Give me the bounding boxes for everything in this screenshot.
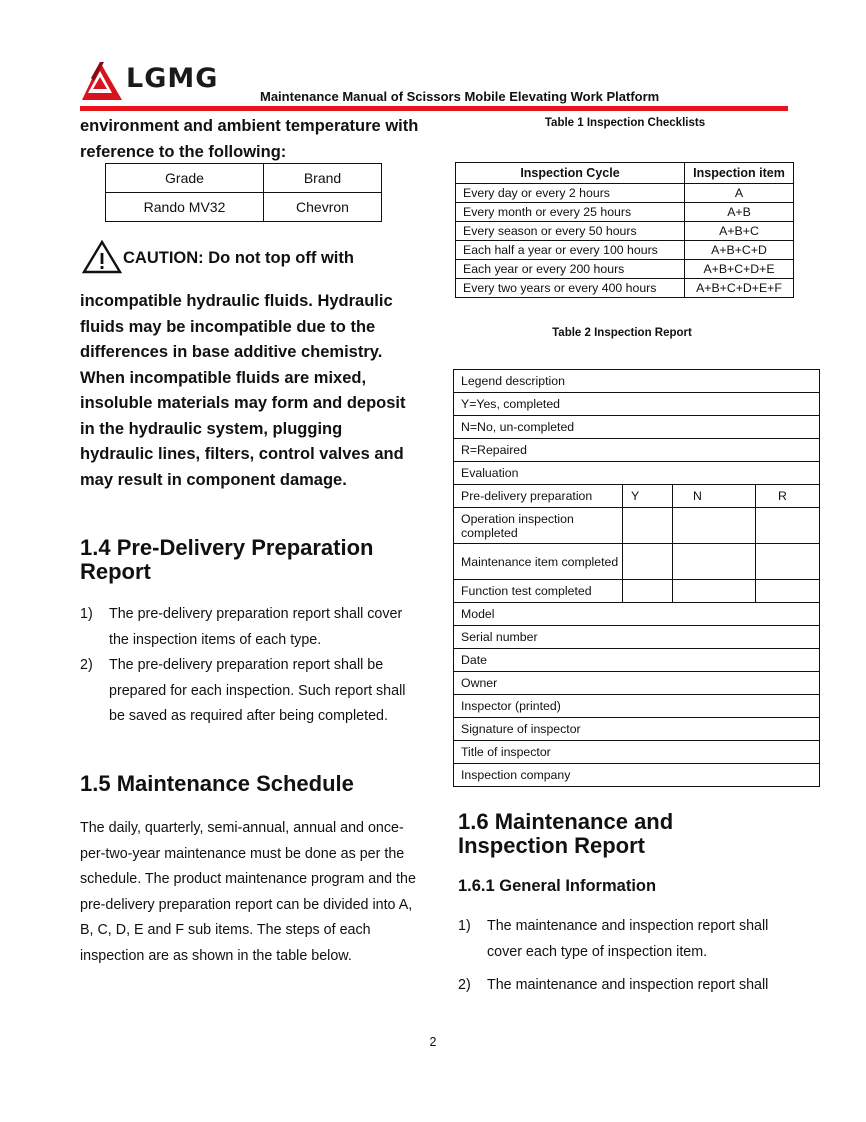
table-cell: A xyxy=(685,184,794,203)
section-heading-1-5: 1.5 Maintenance Schedule xyxy=(80,771,354,796)
inspection-report-table xyxy=(453,369,820,787)
table-cell: Operation inspection completed xyxy=(454,508,623,544)
table-header-row xyxy=(106,164,382,193)
table-row xyxy=(456,222,794,241)
info-cell: Inspection company xyxy=(454,764,820,787)
table-cell: Each year or every 200 hours xyxy=(456,260,685,279)
document-title: Maintenance Manual of Scissors Mobile Elevating Work Platform xyxy=(260,89,660,104)
table-header-cell: Brand xyxy=(264,164,382,193)
list-text: The pre-delivery preparation report shall cover the inspection items of each type. xyxy=(109,606,403,648)
lgmg-logo xyxy=(82,62,228,100)
list-number: 2) xyxy=(80,657,93,673)
table-header-row xyxy=(454,485,820,508)
legend-cell: Y=Yes, completed xyxy=(454,393,820,416)
info-cell: Serial number xyxy=(454,626,820,649)
caution-label: CAUTION: Do not top off with xyxy=(123,249,354,267)
list-text: The maintenance and inspection report shall xyxy=(487,977,769,993)
list-text: The pre-delivery preparation report shall be prepared for each inspection. Such report shall be saved as required after being completed. xyxy=(109,657,406,724)
table-cell: A+B+C xyxy=(685,222,794,241)
table-cell: Every day or every 2 hours xyxy=(456,184,685,203)
checkbox-cell-y[interactable] xyxy=(623,508,673,544)
subsection-heading-1-6-1: 1.6.1 General Information xyxy=(458,877,657,895)
list-number: 2) xyxy=(458,977,471,993)
info-cell: Title of inspector xyxy=(454,741,820,764)
table-cell: A+B+C+D+E+F xyxy=(685,279,794,298)
table-header-cell: R xyxy=(756,485,820,508)
info-cell: Date xyxy=(454,649,820,672)
maintenance-schedule-paragraph: The daily, quarterly, semi-annual, annual and once-per-two-year maintenance must be done as per the schedule. The product maintenance program and the pre-delivery preparation report can be divided into A, B, C, D, E and F sub items. The steps of each inspection are as shown in the table below. xyxy=(80,820,416,964)
lgmg-logo-mark-icon xyxy=(82,62,122,100)
caution-text: incompatible hydraulic fluids. Hydraulic fluids may be incompatible due to the differences in base additive chemistry. When incompatible fluids are mixed, insoluble materials may form and deposit in the hydraulic system, plugging hydraulic lines, filters, control valves and may result in component damage. xyxy=(80,292,406,489)
list-item xyxy=(80,653,415,730)
maintenance-report-list xyxy=(458,914,793,1007)
table-header-cell: Y xyxy=(623,485,673,508)
table-row xyxy=(456,279,794,298)
table-row xyxy=(454,718,820,741)
table-row xyxy=(456,184,794,203)
table-row xyxy=(454,672,820,695)
table-cell: Rando MV32 xyxy=(106,193,264,222)
table2-caption: Table 2 Inspection Report xyxy=(552,327,692,339)
legend-cell: R=Repaired xyxy=(454,439,820,462)
table-cell: Every season or every 50 hours xyxy=(456,222,685,241)
table-row xyxy=(456,241,794,260)
table-cell: A+B+C+D xyxy=(685,241,794,260)
table-cell: A+B xyxy=(685,203,794,222)
table-row xyxy=(454,544,820,580)
list-number: 1) xyxy=(80,606,93,622)
table-row xyxy=(456,203,794,222)
legend-cell: Legend description xyxy=(454,370,820,393)
list-item xyxy=(458,973,793,999)
table-row xyxy=(454,508,820,544)
table-cell: A+B+C+D+E xyxy=(685,260,794,279)
table-cell: Every month or every 25 hours xyxy=(456,203,685,222)
table-row xyxy=(106,193,382,222)
table-row xyxy=(454,416,820,439)
table-header-cell: Inspection Cycle xyxy=(456,163,685,184)
checkbox-cell-n[interactable] xyxy=(673,580,756,603)
table-row xyxy=(454,393,820,416)
checkbox-cell-r[interactable] xyxy=(756,580,820,603)
list-number: 1) xyxy=(458,918,471,934)
table-cell: Maintenance item completed xyxy=(454,544,623,580)
legend-cell: N=No, un-completed xyxy=(454,416,820,439)
table-header-cell: N xyxy=(673,485,756,508)
checkbox-cell-y[interactable] xyxy=(623,544,673,580)
warning-triangle-icon xyxy=(82,240,122,274)
table-header-cell: Grade xyxy=(106,164,264,193)
page-number: 2 xyxy=(429,1035,437,1049)
pre-delivery-list xyxy=(80,602,415,730)
table-cell: Function test completed xyxy=(454,580,623,603)
list-item xyxy=(458,914,793,965)
checkbox-cell-y[interactable] xyxy=(623,580,673,603)
table1-caption: Table 1 Inspection Checklists xyxy=(544,117,706,129)
info-cell: Signature of inspector xyxy=(454,718,820,741)
table-row xyxy=(454,580,820,603)
table-row xyxy=(454,439,820,462)
table-row xyxy=(456,260,794,279)
inspection-checklist-table xyxy=(455,162,794,298)
brand-name: LGMG xyxy=(126,63,219,94)
info-cell: Owner xyxy=(454,672,820,695)
legend-cell: Evaluation xyxy=(454,462,820,485)
section-heading-1-4: 1.4 Pre-Delivery Preparation Report xyxy=(80,535,374,584)
section-heading-1-6: 1.6 Maintenance and Inspection Report xyxy=(458,809,674,858)
checkbox-cell-n[interactable] xyxy=(673,508,756,544)
table-row xyxy=(454,741,820,764)
hydraulic-oil-table xyxy=(105,163,382,222)
table-cell: Chevron xyxy=(264,193,382,222)
table-row xyxy=(454,764,820,787)
table-header-cell: Inspection item xyxy=(685,163,794,184)
table-header-row xyxy=(456,163,794,184)
table-row xyxy=(454,462,820,485)
header-divider xyxy=(80,106,788,111)
checkbox-cell-r[interactable] xyxy=(756,508,820,544)
table-header-cell: Pre-delivery preparation xyxy=(454,485,623,508)
checkbox-cell-n[interactable] xyxy=(673,544,756,580)
list-item xyxy=(80,602,415,653)
info-cell: Model xyxy=(454,603,820,626)
table-row xyxy=(454,603,820,626)
list-text: The maintenance and inspection report shall cover each type of inspection item. xyxy=(487,918,769,960)
table-row xyxy=(454,695,820,718)
intro-paragraph: environment and ambient temperature with reference to the following: xyxy=(80,117,419,161)
table-cell: Each half a year or every 100 hours xyxy=(456,241,685,260)
info-cell: Inspector (printed) xyxy=(454,695,820,718)
table-row xyxy=(454,370,820,393)
table-row xyxy=(454,626,820,649)
table-cell: Every two years or every 400 hours xyxy=(456,279,685,298)
table-row xyxy=(454,649,820,672)
checkbox-cell-r[interactable] xyxy=(756,544,820,580)
